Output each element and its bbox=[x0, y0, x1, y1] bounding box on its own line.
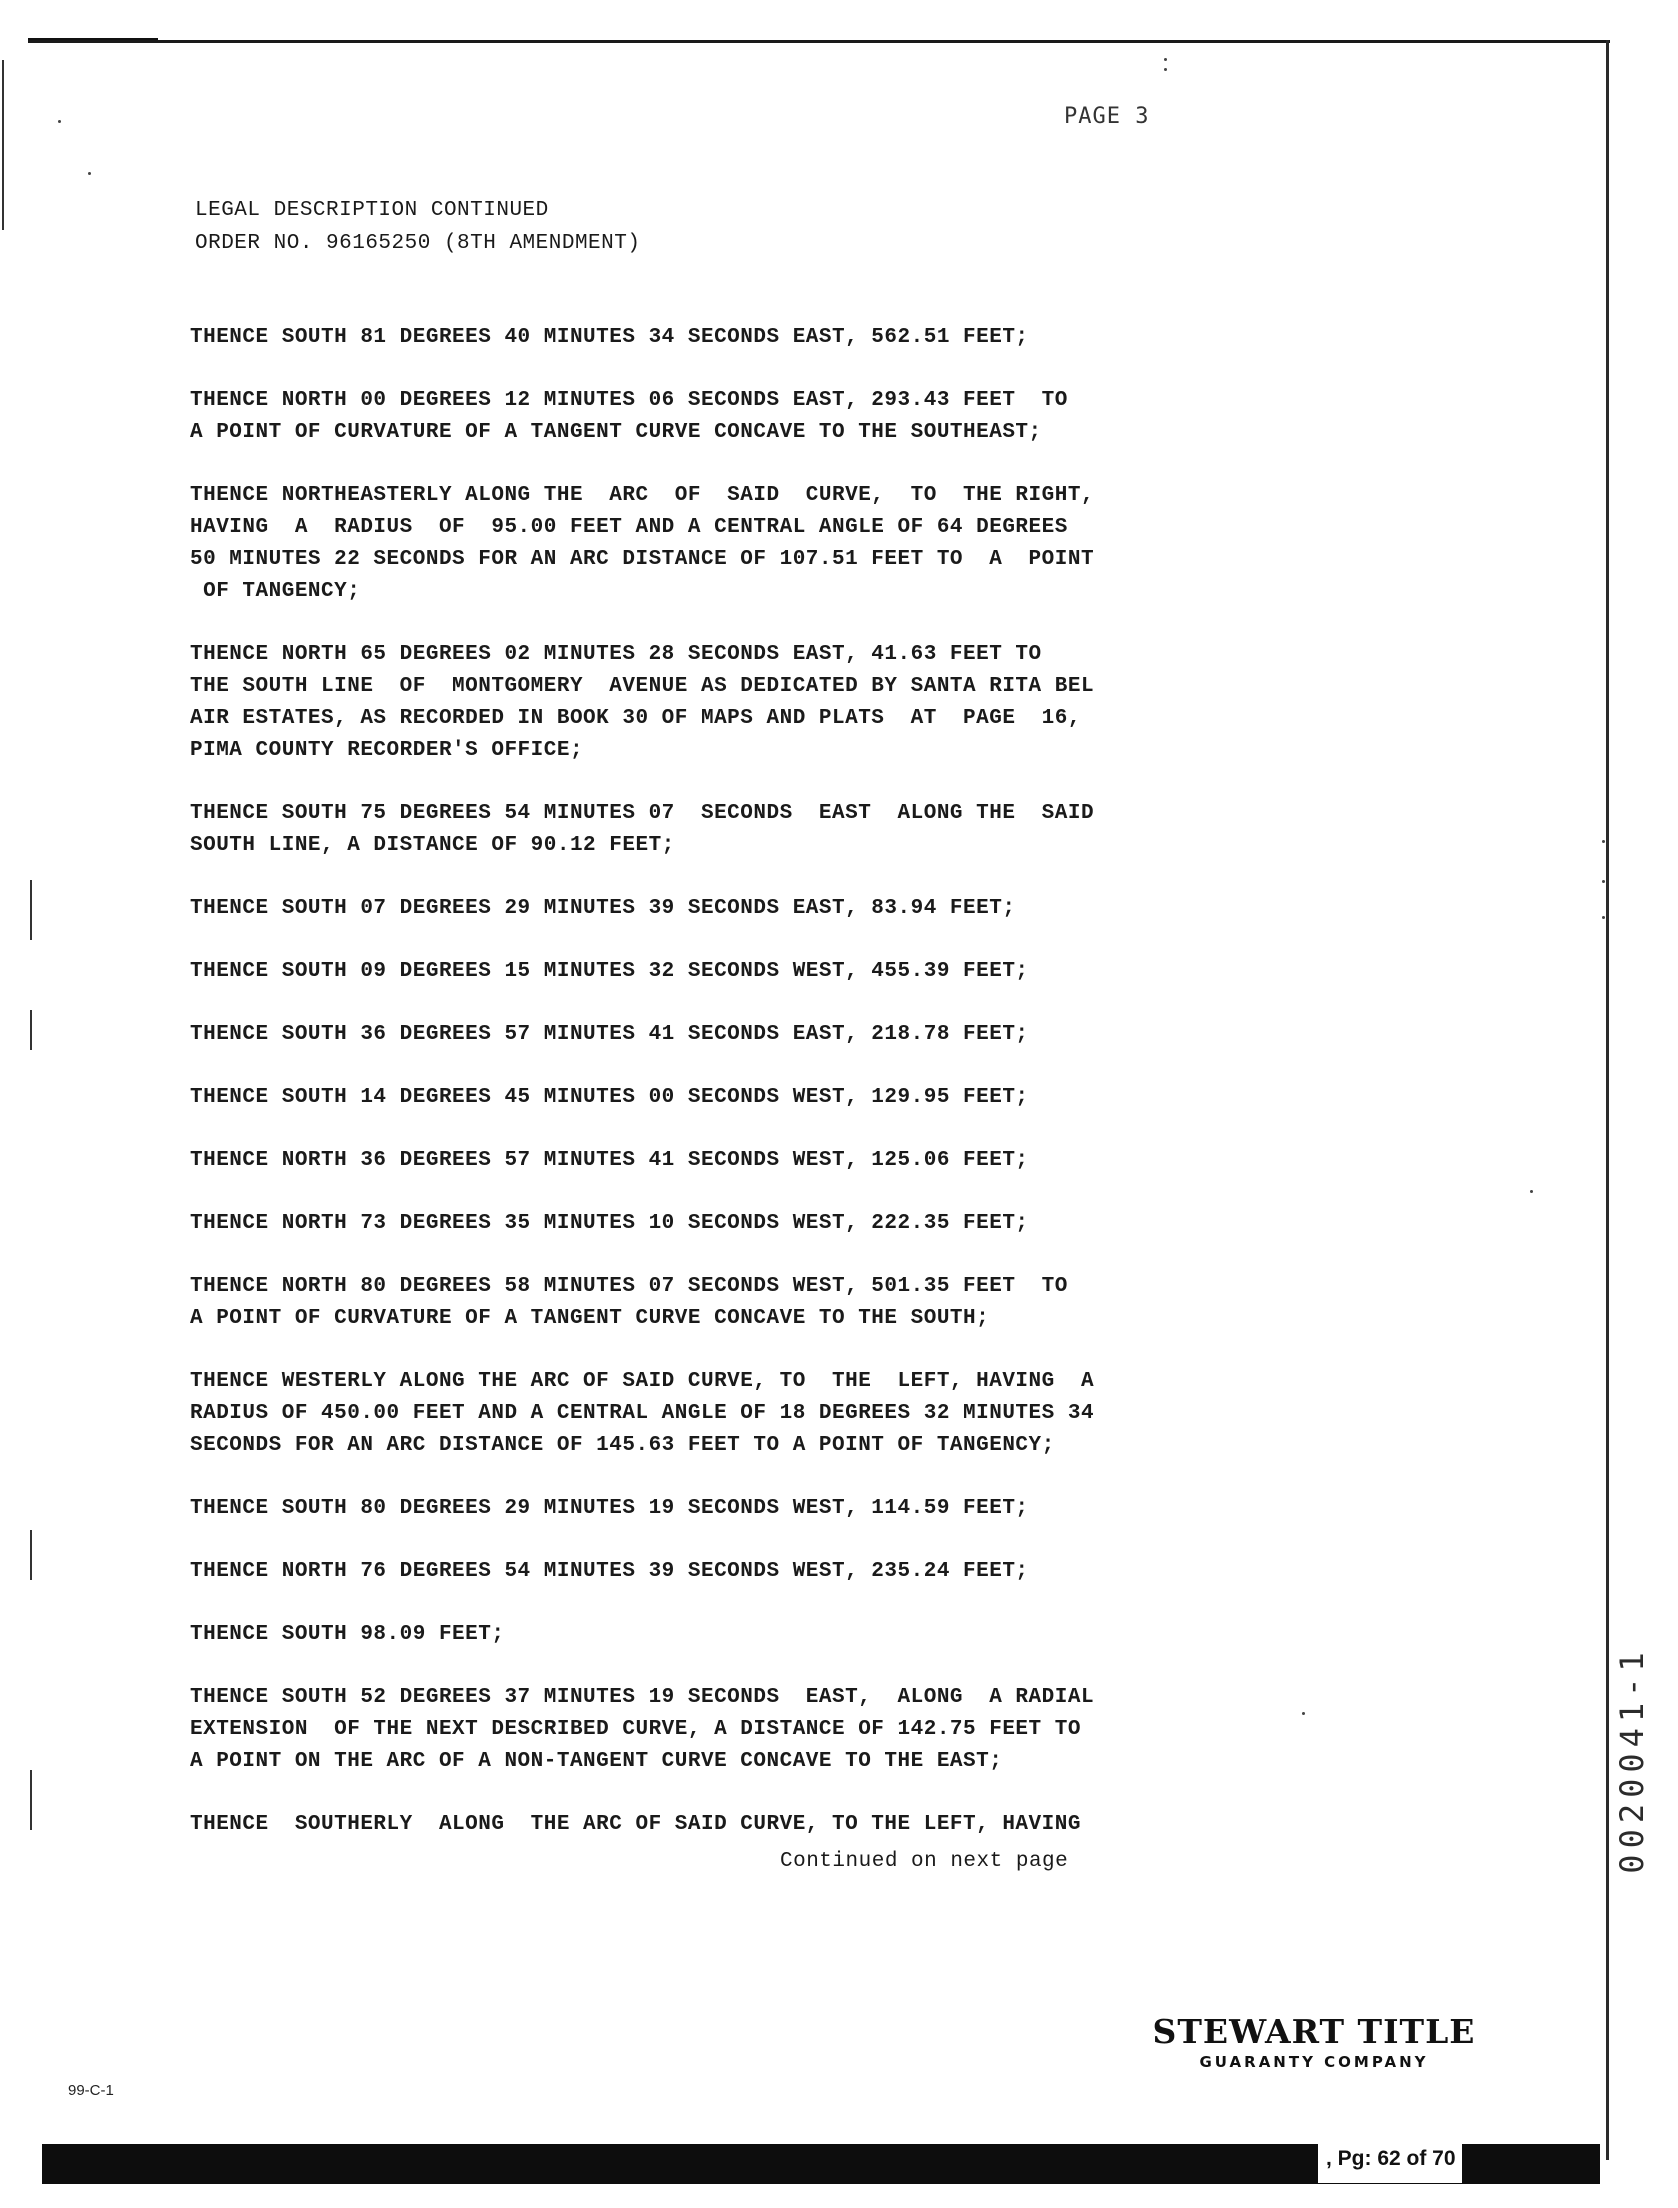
course-paragraph: THENCE SOUTHERLY ALONG THE ARC OF SAID CURVE, TO THE LEFT, HAVING bbox=[190, 1813, 1081, 1836]
course-paragraph: THENCE SOUTH 81 DEGREES 40 MINUTES 34 SECONDS EAST, 562.51 FEET; bbox=[190, 326, 1029, 349]
course-paragraph: THENCE NORTH 00 DEGREES 12 MINUTES 06 SECONDS EAST, 293.43 FEET TO A POINT OF CURVATURE OF A TANGENT CURVE CONCAVE TO THE SOUTHEAST; bbox=[190, 389, 1068, 444]
course-paragraph: THENCE SOUTH 14 DEGREES 45 MINUTES 00 SECONDS WEST, 129.95 FEET; bbox=[190, 1086, 1029, 1109]
course-paragraph: THENCE NORTH 65 DEGREES 02 MINUTES 28 SECONDS EAST, 41.63 FEET TO THE SOUTH LINE OF MONTGOMERY AVENUE AS DEDICATED BY SANTA RITA BEL AIR ESTATES, AS RECORDED IN BOOK 30 OF MAPS AND PLATS AT PAGE 16, PIMA COUNTY RECORDER'S OFFICE; bbox=[190, 643, 1095, 762]
course-paragraph: THENCE NORTHEASTERLY ALONG THE ARC OF SAID CURVE, TO THE RIGHT, HAVING A RADIUS OF 95.00 FEET AND A CENTRAL ANGLE OF 64 DEGREES 50 MINUTES 22 SECONDS FOR AN ARC DISTANCE OF 107.51 FEET TO A POINT OF TANGENCY; bbox=[190, 484, 1095, 603]
course-paragraph: THENCE SOUTH 75 DEGREES 54 MINUTES 07 SECONDS EAST ALONG THE SAID SOUTH LINE, A DISTANCE OF 90.12 FEET; bbox=[190, 802, 1095, 857]
scan-speck bbox=[1530, 1190, 1533, 1193]
stewart-title-logo bbox=[1118, 2012, 1510, 2071]
continued-note: Continued on next page bbox=[780, 1850, 1069, 1873]
right-border-line bbox=[1606, 40, 1609, 2160]
page-number: PAGE 3 bbox=[1064, 104, 1150, 129]
scan-speck bbox=[1602, 916, 1605, 919]
scan-speck bbox=[1164, 58, 1167, 61]
course-paragraph: THENCE SOUTH 09 DEGREES 15 MINUTES 32 SECONDS WEST, 455.39 FEET; bbox=[190, 960, 1029, 983]
form-code: 99-C-1 bbox=[68, 2082, 114, 2099]
header-title: LEGAL DESCRIPTION CONTINUED bbox=[195, 199, 549, 222]
left-edge-mark bbox=[30, 880, 32, 940]
course-paragraph: THENCE NORTH 36 DEGREES 57 MINUTES 41 SECONDS WEST, 125.06 FEET; bbox=[190, 1149, 1029, 1172]
left-edge-mark bbox=[30, 1530, 32, 1580]
course-paragraph: THENCE SOUTH 80 DEGREES 29 MINUTES 19 SECONDS WEST, 114.59 FEET; bbox=[190, 1497, 1029, 1520]
side-stamp bbox=[1612, 1590, 1652, 1930]
left-edge-mark bbox=[2, 60, 4, 230]
side-stamp-text: 0020041-1 bbox=[1613, 1646, 1651, 1874]
page-counter: , Pg: 62 of 70 bbox=[1318, 2139, 1462, 2183]
scan-speck bbox=[1602, 880, 1605, 883]
scan-speck bbox=[88, 172, 91, 175]
document-header bbox=[195, 194, 640, 260]
scan-speck bbox=[58, 120, 61, 123]
logo-sub-text: GUARANTY COMPANY bbox=[1199, 2053, 1429, 2071]
course-paragraph: THENCE WESTERLY ALONG THE ARC OF SAID CURVE, TO THE LEFT, HAVING A RADIUS OF 450.00 FEET AND A CENTRAL ANGLE OF 18 DEGREES 32 MINUTES 34 SECONDS FOR AN ARC DISTANCE OF 145.63 FEET TO A POINT OF TANGENCY; bbox=[190, 1370, 1095, 1457]
scan-speck bbox=[1602, 840, 1605, 843]
left-edge-mark bbox=[30, 1770, 32, 1830]
course-paragraph: THENCE SOUTH 07 DEGREES 29 MINUTES 39 SECONDS EAST, 83.94 FEET; bbox=[190, 897, 1016, 920]
left-edge-mark bbox=[30, 1010, 32, 1050]
scan-speck bbox=[1302, 1712, 1305, 1715]
course-paragraph: THENCE NORTH 76 DEGREES 54 MINUTES 39 SECONDS WEST, 235.24 FEET; bbox=[190, 1560, 1029, 1583]
logo-main-text: STEWART TITLE bbox=[1152, 2012, 1476, 2051]
course-paragraph: THENCE NORTH 80 DEGREES 58 MINUTES 07 SECONDS WEST, 501.35 FEET TO A POINT OF CURVATURE OF A TANGENT CURVE CONCAVE TO THE SOUTH; bbox=[190, 1275, 1068, 1330]
order-number: ORDER NO. 96165250 (8TH AMENDMENT) bbox=[195, 232, 641, 255]
legal-description-body bbox=[190, 322, 1290, 1841]
top-border-line bbox=[28, 40, 1610, 43]
scan-speck bbox=[1164, 68, 1167, 71]
course-paragraph: THENCE NORTH 73 DEGREES 35 MINUTES 10 SECONDS WEST, 222.35 FEET; bbox=[190, 1212, 1029, 1235]
course-paragraph: THENCE SOUTH 36 DEGREES 57 MINUTES 41 SECONDS EAST, 218.78 FEET; bbox=[190, 1023, 1029, 1046]
course-paragraph: THENCE SOUTH 98.09 FEET; bbox=[190, 1623, 505, 1646]
course-paragraph: THENCE SOUTH 52 DEGREES 37 MINUTES 19 SECONDS EAST, ALONG A RADIAL EXTENSION OF THE NEXT DESCRIBED CURVE, A DISTANCE OF 142.75 FEET TO A POINT ON THE ARC OF A NON-TANGENT CURVE CONCAVE TO THE EAST; bbox=[190, 1686, 1095, 1773]
